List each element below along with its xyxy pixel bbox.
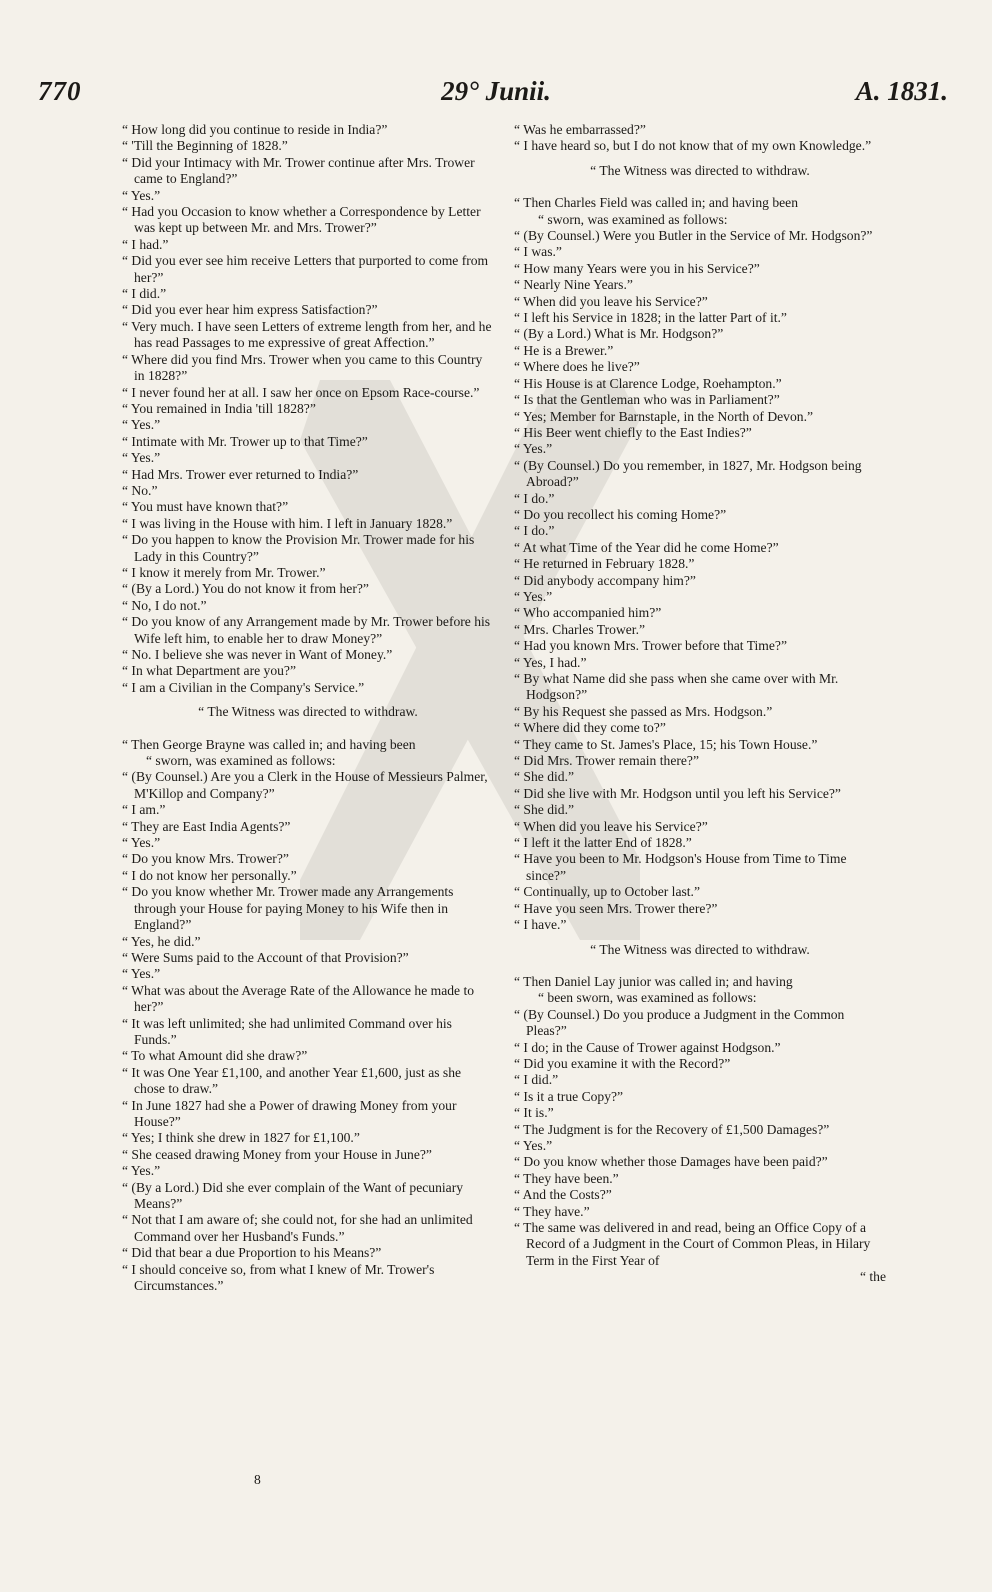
- testimony-line: “ Did you ever hear him express Satisfaction?”: [122, 302, 378, 318]
- testimony-line: “ Did she live with Mr. Hodgson until you left his Service?”: [514, 785, 841, 801]
- witness-intro: [122, 737, 494, 770]
- testimony-line: “ I do not know her personally.”: [122, 867, 297, 883]
- testimony-line: “ They have been.”: [514, 1170, 619, 1186]
- testimony-line: “ Yes.”: [122, 417, 161, 433]
- left-column: [122, 122, 494, 1294]
- testimony-line: “ I should conceive so, from what I knew of Mr. Trower's Circumstances.”: [122, 1261, 435, 1294]
- testimony-line: “ I am a Civilian in the Company's Service.”: [122, 679, 365, 695]
- testimony-line: “ It was One Year £1,100, and another Year £1,600, just as she chose to draw.”: [122, 1064, 462, 1097]
- testimony-line: “ His House is at Clarence Lodge, Roehampton.”: [514, 375, 782, 391]
- right-testimony-2: [514, 228, 886, 933]
- catchword: “ the: [859, 1269, 886, 1285]
- testimony-line: “ (By a Lord.) What is Mr. Hodgson?”: [514, 326, 724, 342]
- testimony-line: “ Do you know of any Arrangement made by Mr. Trower before his Wife left him, to enable her to draw Money?”: [122, 614, 491, 646]
- testimony-line: “ (By Counsel.) Do you remember, in 1827, Mr. Hodgson being Abroad?”: [514, 457, 862, 490]
- right-testimony-3: [514, 1007, 886, 1270]
- testimony-line: “ Yes, I had.”: [514, 654, 587, 670]
- testimony-line: “ I did.”: [122, 286, 167, 302]
- testimony-line: “ I am.”: [122, 802, 166, 818]
- testimony-line: “ Had you known Mrs. Trower before that Time?”: [514, 638, 787, 654]
- testimony-line: “ It is.”: [514, 1105, 554, 1121]
- testimony-line: “ They came to St. James's Place, 15; his Town House.”: [514, 736, 818, 752]
- testimony-line: “ And the Costs?”: [514, 1187, 612, 1203]
- testimony-line: “ I was living in the House with him. I left in January 1828.”: [122, 515, 453, 531]
- testimony-line: “ To what Amount did she draw?”: [122, 1048, 308, 1064]
- testimony-line: “ Did you examine it with the Record?”: [514, 1055, 731, 1071]
- witness-intro: [514, 195, 886, 228]
- testimony-line: “ I have heard so, but I do not know that of my own Knowledge.”: [514, 138, 872, 154]
- testimony-line: “ Did you ever see him receive Letters that purported to come from her?”: [122, 253, 489, 285]
- testimony-line: “ Have you been to Mr. Hodgson's House from Time to Time since?”: [514, 851, 847, 883]
- testimony-line: “ Continually, up to October last.”: [514, 884, 700, 900]
- testimony-line: “ She did.”: [514, 769, 575, 785]
- testimony-line: “ I have.”: [514, 917, 567, 933]
- testimony-line: “ I did.”: [514, 1072, 559, 1088]
- testimony-line: “ What was about the Average Rate of the Allowance he made to her?”: [122, 982, 475, 1015]
- testimony-line: “ When did you leave his Service?”: [514, 818, 708, 834]
- testimony-line: “ They have.”: [514, 1203, 590, 1219]
- testimony-line: “ I left it the latter End of 1828.”: [514, 835, 692, 851]
- testimony-line: “ She ceased drawing Money from your House in June?”: [122, 1146, 432, 1162]
- testimony-line: “ Do you recollect his coming Home?”: [514, 506, 727, 522]
- testimony-line: “ I left his Service in 1828; in the latter Part of it.”: [514, 310, 787, 326]
- testimony-line: “ Had Mrs. Trower ever returned to India?”: [122, 466, 359, 482]
- testimony-line: “ Do you know whether Mr. Trower made any Arrangements through your House for paying Money to his Wife then in England?”: [122, 884, 454, 933]
- witness-intro: [514, 974, 886, 1007]
- testimony-line: “ Was he embarrassed?”: [514, 122, 646, 137]
- intro-line-2: “ sworn, was examined as follows:: [538, 211, 728, 227]
- testimony-line: “ No. I believe she was never in Want of Money.”: [122, 647, 393, 662]
- testimony-line: “ By his Request she passed as Mrs. Hodgson.”: [514, 703, 773, 719]
- testimony-line: “ Do you happen to know the Provision Mr. Trower made for his Lady in this Country?”: [122, 532, 475, 564]
- intro-line-1: “ Then George Brayne was called in; and having been: [122, 736, 416, 752]
- testimony-line: “ Do you know whether those Damages have been paid?”: [514, 1154, 828, 1170]
- testimony-line: “ I do.”: [514, 523, 555, 539]
- testimony-line: “ (By a Lord.) You do not know it from her?”: [122, 581, 369, 597]
- page-year: A. 1831.: [855, 76, 948, 106]
- testimony-line: “ He returned in February 1828.”: [514, 556, 695, 572]
- testimony-line: “ Did anybody accompany him?”: [514, 572, 696, 588]
- testimony-line: “ She did.”: [514, 802, 575, 818]
- testimony-line: “ I never found her at all. I saw her once on Epsom Race-course.”: [122, 384, 480, 400]
- testimony-line: “ I know it merely from Mr. Trower.”: [122, 564, 326, 580]
- testimony-line: “ His Beer went chiefly to the East Indies?”: [514, 424, 752, 440]
- testimony-line: “ You must have known that?”: [122, 499, 289, 515]
- right-column: [514, 122, 886, 1286]
- testimony-line: “ Yes.”: [514, 1137, 553, 1153]
- testimony-line: “ (By Counsel.) Do you produce a Judgment in the Common Pleas?”: [514, 1006, 845, 1039]
- page-date: 29° Junii.: [441, 76, 551, 106]
- testimony-line: “ Not that I am aware of; she could not, for she had an unlimited Command over her Husband's Funds.”: [122, 1212, 473, 1244]
- testimony-line: “ By what Name did she pass when she came over with Mr. Hodgson?”: [514, 671, 839, 703]
- testimony-line: “ It was left unlimited; she had unlimited Command over his Funds.”: [122, 1015, 452, 1047]
- testimony-line: “ Had you Occasion to know whether a Correspondence by Letter was kept up between Mr. and Mrs. Trower?”: [122, 204, 481, 236]
- testimony-line: “ Where did they come to?”: [514, 720, 666, 736]
- testimony-line: “ 'Till the Beginning of 1828.”: [122, 138, 288, 154]
- testimony-line: “ Yes.”: [514, 441, 553, 457]
- left-testimony-1: [122, 122, 494, 696]
- intro-line-1: “ Then Daniel Lay junior was called in; and having: [514, 973, 793, 989]
- testimony-line: “ No, I do not.”: [122, 597, 207, 613]
- testimony-line: “ (By a Lord.) Did she ever complain of the Want of pecuniary Means?”: [122, 1179, 464, 1211]
- testimony-line: “ You remained in India 'till 1828?”: [122, 400, 316, 416]
- testimony-line: “ Is that the Gentleman who was in Parliament?”: [514, 392, 780, 408]
- testimony-line: “ Yes.”: [122, 835, 161, 851]
- testimony-line: “ In what Department are you?”: [122, 663, 296, 679]
- testimony-line: “ Yes.”: [122, 1163, 161, 1179]
- testimony-line: “ Mrs. Charles Trower.”: [514, 621, 646, 637]
- testimony-line: “ The same was delivered in and read, being an Office Copy of a Record of a Judgment in the Court of Common Pleas, in Hilary Term in the First Year of: [514, 1220, 871, 1268]
- testimony-line: “ Do you know Mrs. Trower?”: [122, 851, 289, 867]
- testimony-line: “ Yes.”: [122, 966, 161, 982]
- intro-line-2: “ sworn, was examined as follows:: [146, 753, 336, 769]
- testimony-line: “ Yes; Member for Barnstaple, in the North of Devon.”: [514, 408, 813, 424]
- testimony-line: “ Who accompanied him?”: [514, 605, 662, 621]
- withdraw-note: “ The Witness was directed to withdraw.: [198, 704, 418, 720]
- testimony-line: “ Is it a true Copy?”: [514, 1088, 624, 1104]
- testimony-line: “ They are East India Agents?”: [122, 818, 291, 834]
- testimony-line: “ The Judgment is for the Recovery of £1,500 Damages?”: [514, 1121, 830, 1137]
- testimony-line: “ I do.”: [514, 490, 555, 506]
- left-testimony-2: [122, 769, 494, 1294]
- intro-line-2: “ been sworn, was examined as follows:: [538, 990, 757, 1006]
- testimony-line: “ Yes.”: [122, 187, 161, 203]
- testimony-line: “ When did you leave his Service?”: [514, 293, 708, 309]
- testimony-line: “ Nearly Nine Years.”: [514, 277, 633, 293]
- testimony-line: “ I had.”: [122, 236, 169, 252]
- testimony-line: “ Did that bear a due Proportion to his Means?”: [122, 1245, 382, 1261]
- testimony-line: “ In June 1827 had she a Power of drawing Money from your House?”: [122, 1097, 457, 1129]
- testimony-line: “ Yes.”: [514, 588, 553, 604]
- testimony-line: “ How long did you continue to reside in India?”: [122, 122, 388, 137]
- withdraw-note: “ The Witness was directed to withdraw.: [590, 162, 810, 178]
- testimony-line: “ (By Counsel.) Were you Butler in the Service of Mr. Hodgson?”: [514, 228, 873, 244]
- testimony-line: “ Yes; I think she drew in 1827 for £1,100.”: [122, 1130, 360, 1146]
- testimony-line: “ Intimate with Mr. Trower up to that Time?”: [122, 433, 368, 449]
- testimony-line: “ He is a Brewer.”: [514, 342, 614, 358]
- testimony-line: “ No.”: [122, 482, 158, 498]
- testimony-line: “ At what Time of the Year did he come Home?”: [514, 539, 779, 555]
- withdraw-note: “ The Witness was directed to withdraw.: [590, 941, 810, 957]
- signature-mark: 8: [254, 1472, 261, 1487]
- testimony-line: “ (By Counsel.) Are you a Clerk in the House of Messieurs Palmer, M'Killop and Company?”: [122, 769, 488, 801]
- testimony-line: “ Where does he live?”: [514, 359, 640, 375]
- testimony-line: “ Have you seen Mrs. Trower there?”: [514, 900, 718, 916]
- testimony-line: “ I do; in the Cause of Trower against Hodgson.”: [514, 1039, 781, 1055]
- testimony-line: “ Did Mrs. Trower remain there?”: [514, 753, 699, 769]
- right-testimony-1: [514, 122, 886, 155]
- testimony-line: “ How many Years were you in his Service?”: [514, 260, 760, 276]
- testimony-line: “ I was.”: [514, 244, 562, 260]
- testimony-line: “ Yes.”: [122, 450, 161, 466]
- page-number: 770: [38, 76, 82, 106]
- intro-line-1: “ Then Charles Field was called in; and having been: [514, 195, 799, 211]
- testimony-line: “ Were Sums paid to the Account of that Provision?”: [122, 949, 409, 965]
- testimony-line: “ Where did you find Mrs. Trower when you came to this Country in 1828?”: [122, 351, 483, 384]
- testimony-line: “ Did your Intimacy with Mr. Trower continue after Mrs. Trower came to England?”: [122, 154, 475, 187]
- testimony-line: “ Yes, he did.”: [122, 933, 201, 949]
- testimony-line: “ Very much. I have seen Letters of extreme length from her, and he has read Passages to me expressive of great Affection.”: [122, 318, 492, 351]
